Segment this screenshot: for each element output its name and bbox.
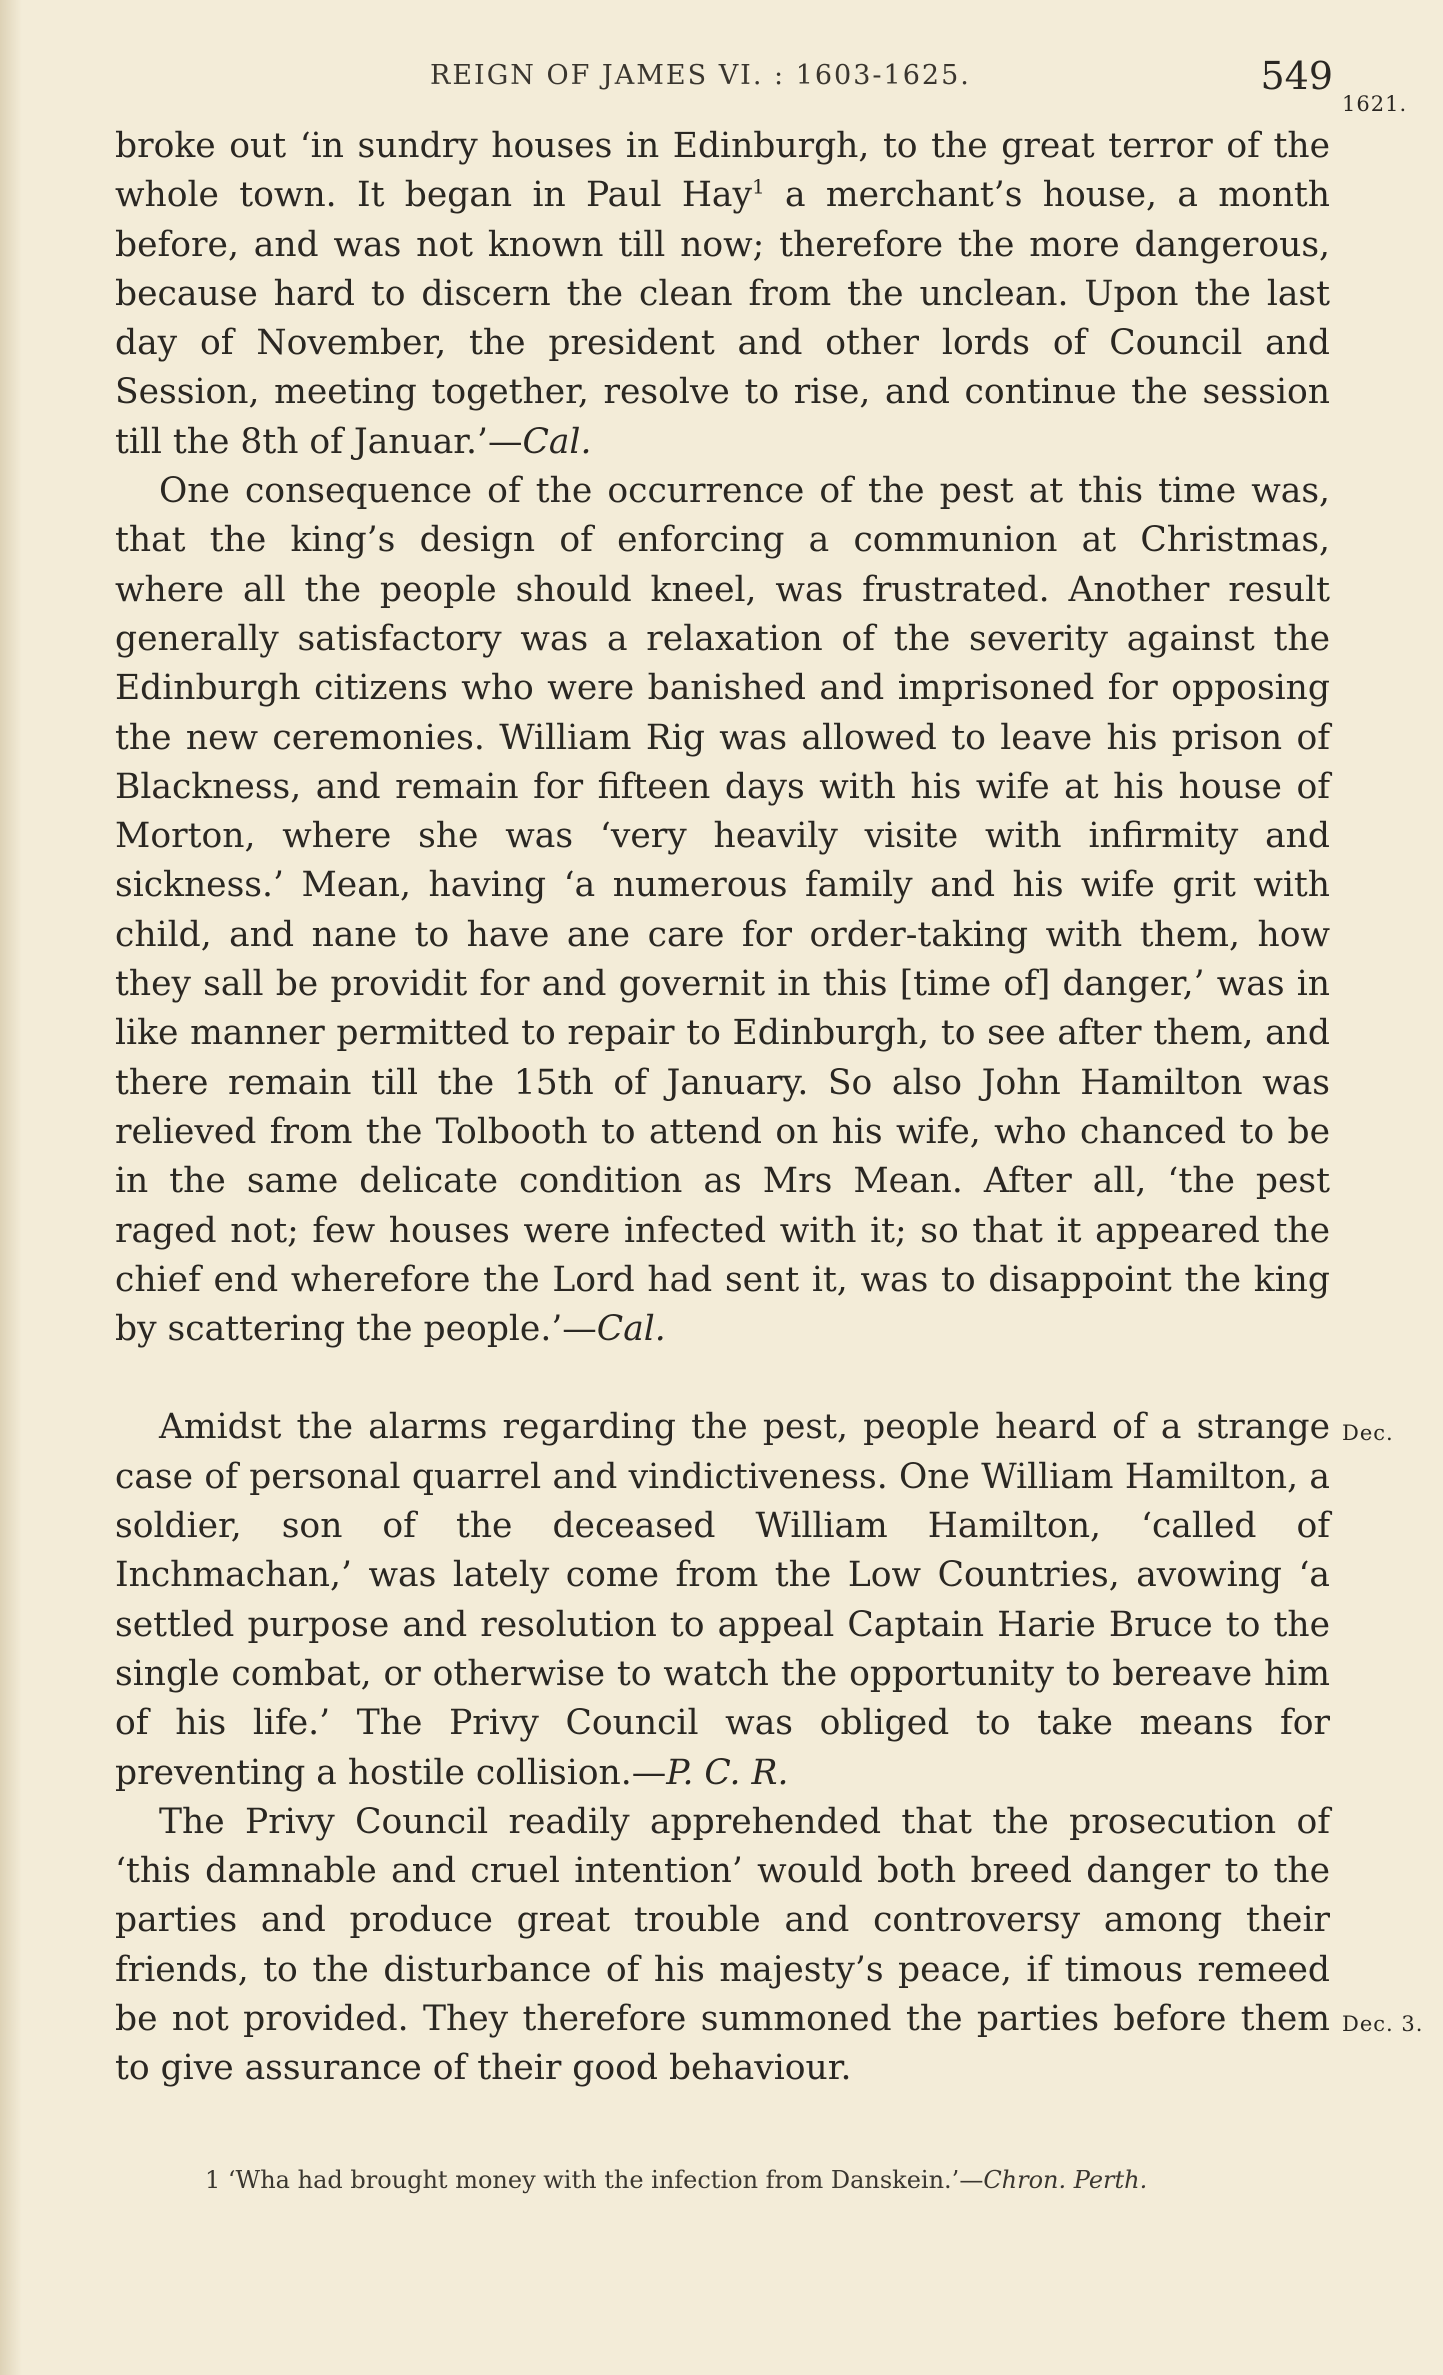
paragraph-2-text: One consequence of the occurrence of the pest at this time was, that the king’s design of enforcing a communion at Christmas, where all the people should kneel, was frustrated. Another result generally satisfactory was a relaxation of the severity against the Edinburgh citizens who were banished and imprisoned for opposing the new ceremonies. William Rig was allowed to leave his prison of Blackness, and remain for fifteen days with his wife at his house of Morton, where she was ‘very heavily visite with infirmity and sickness.’ Mean, having ‘a numerous family and his wife grit with child, and nane to have ane care for order-taking with them, how they sall be providit for and governit in this [time of] danger,’ was in like manner permitted to repair to Edinburgh, to see after them, and there remain till the 15th of January. So also John Hamilton was relieved from the Tolbooth to attend on his wife, who chanced to be in the same delicate condition as Mrs Mean. After all, ‘the pest raged not; few houses were infected with it; so that it appeared the chief end wherefore the Lord had sent it, was to disappoint the king by scattering the people.’— <box>115 471 1330 1350</box>
paragraph-1-source: Cal. <box>522 421 592 462</box>
footnote-source: Chron. Perth. <box>983 2166 1148 2194</box>
paragraph-3-text: Amidst the alarms regarding the pest, people heard of a strange case of personal quarrel and vindictiveness. One William Hamilton, a soldier, son of the deceased William Hamilton, ‘called of Inchmachan,’ was lately come from the Low Countries, avowing ‘a settled purpose and resolution to appeal Captain Harie Bruce to the single combat, or otherwise to watch the opportunity to bereave him of his life.’ The Privy Council was obliged to take means for preventing a hostile collision.— <box>115 1407 1330 1793</box>
footnote-marker: 1 <box>205 2166 221 2194</box>
page-edge-shadow <box>0 0 22 2375</box>
paragraph-2-source: Cal. <box>596 1309 666 1350</box>
margin-note-dec: Dec. <box>1342 1421 1394 1445</box>
footnote-reference[interactable]: 1 <box>751 174 765 199</box>
paragraph-4 <box>115 1798 1330 2094</box>
paragraph-1-continuation: a merchant’s house, a month before, and was not known till now; therefore the more dangerous, because hard to discern the clean from the unclean. Upon the last day of November, the president and other lords of Council and Session, meeting together, resolve to rise, and continue the session till the 8th of Januar.’— <box>115 175 1331 462</box>
footnote-text: ‘Wha had brought money with the infection from Danskein.’— <box>227 2166 984 2194</box>
running-header: REIGN OF JAMES VI. : 1603-1625. <box>430 60 971 91</box>
body-text <box>115 122 1330 2094</box>
paragraph-4-text: The Privy Council readily apprehended that the prosecution of ‘this damnable and cruel intention’ would both breed danger to the parties and produce great trouble and controversy among their friends, to the disturbance of his majesty’s peace, if timous remeed be not provided. They therefore summoned the parties before them to give assurance of their good behaviour. <box>115 1801 1330 2089</box>
paragraph-1-text: broke out ‘in sundry houses in Edinburgh, to the great terror of the whole town. It began in Paul Hay <box>115 126 1330 216</box>
margin-note-dec-3: Dec. 3. <box>1342 2012 1424 2036</box>
paragraph-2 <box>115 467 1330 1354</box>
margin-note-year: 1621. <box>1342 92 1408 116</box>
page-number: 549 <box>1260 54 1333 98</box>
paragraph-3-source: P. C. R. <box>666 1752 789 1793</box>
footnote <box>205 2166 1325 2194</box>
paragraph-1 <box>115 122 1330 467</box>
paragraph-3 <box>115 1403 1330 1797</box>
